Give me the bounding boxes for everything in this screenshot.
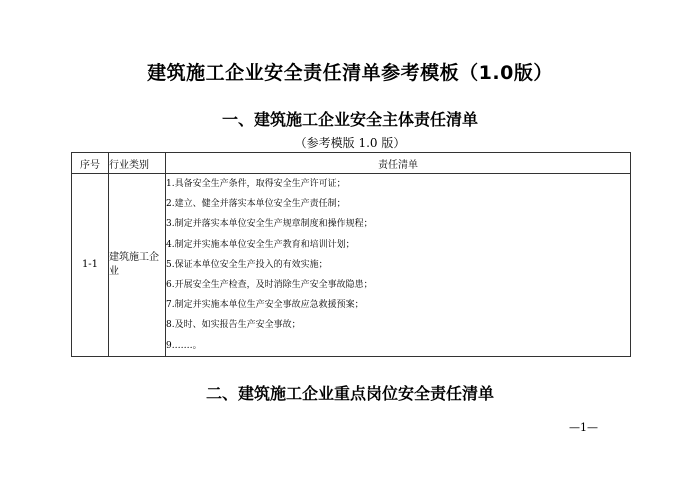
list-item: 3.制定并落实本单位安全生产规章制度和操作规程； [166, 219, 373, 230]
list-item: 1.具备安全生产条件，取得安全生产许可证； [166, 179, 346, 189]
list-item: 5.保证本单位安全生产投入的有效实施； [166, 259, 328, 270]
header-no: 序号 [72, 153, 109, 174]
header-category: 行业类别 [109, 153, 166, 174]
section2-title: 二、建筑施工企业重点岗位安全责任清单 [205, 384, 494, 403]
list-item: 4.制定并实施本单位安全生产教育和培训计划； [166, 239, 355, 250]
section1-title: 一、建筑施工企业安全主体责任清单 [221, 110, 478, 129]
table-row [72, 174, 631, 357]
list-item: 6.开展安全生产检查，及时消除生产安全事故隐患； [166, 280, 373, 291]
document-title: 建筑施工企业安全责任清单参考模板（1.0版） [147, 62, 553, 84]
page-number: —1— [569, 421, 598, 434]
row-list [166, 174, 631, 357]
list-item: 9.……。 [166, 340, 202, 351]
row-category: 建筑施工企业 [109, 174, 166, 357]
list-item: 8.及时、如实报告生产安全事故； [166, 320, 301, 331]
table-header-row [72, 153, 631, 174]
header-list: 责任清单 [166, 153, 631, 174]
list-item: 7.制定并实施本单位生产安全事故应急救援预案； [166, 300, 364, 311]
list-item: 2.建立、健全并落实本单位安全生产责任制； [166, 199, 346, 210]
row-no: 1-1 [72, 174, 109, 357]
section1-subtitle: （参考模版 1.0 版） [294, 136, 406, 150]
responsibility-table [71, 152, 631, 357]
